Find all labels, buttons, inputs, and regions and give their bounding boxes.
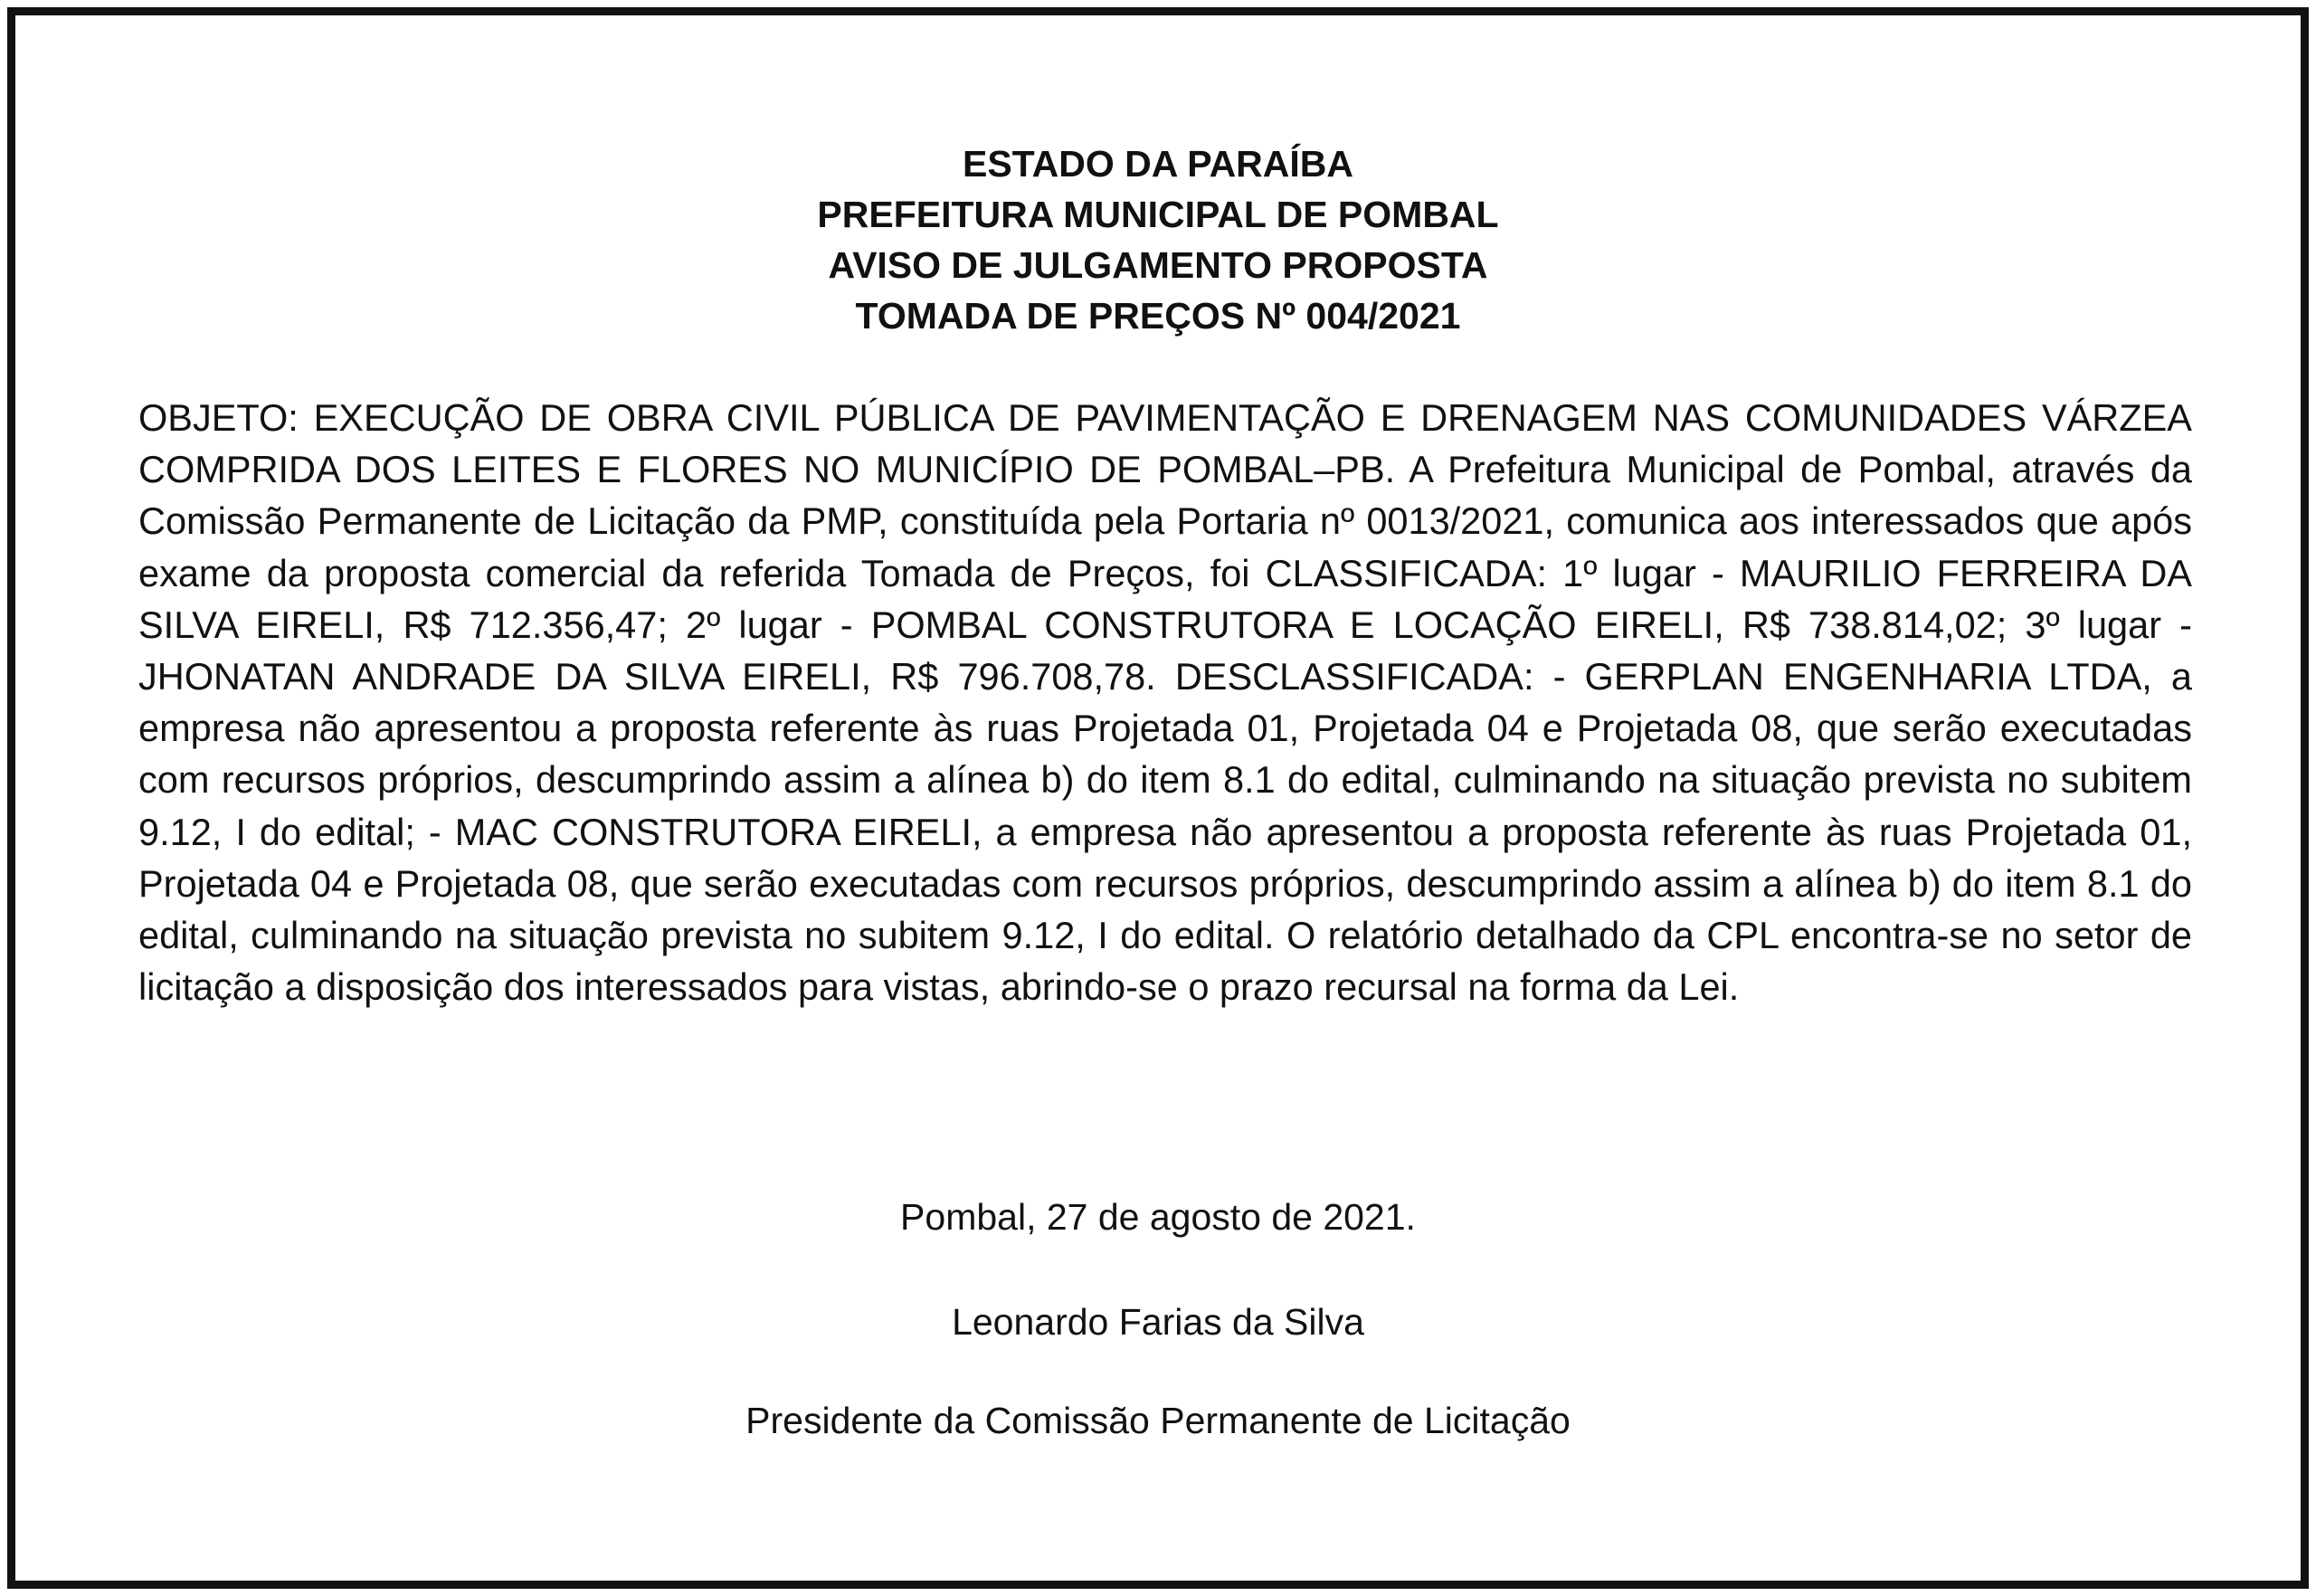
signer-name: Leonardo Farias da Silva bbox=[952, 1301, 1364, 1343]
notice-body: OBJETO: EXECUÇÃO DE OBRA CIVIL PÚBLICA DE PAVIMENTAÇÃO E DRENAGEM NAS COMUNIDADES VÁRZEA COMPRIDA DOS LEITES E FLORES NO MUNICÍPIO DE POMBAL–PB. A Prefeitura Municipal de Pombal, através da Comissão Permanente de Licitação da PMP, constituída pela Portaria nº 0013/2021, comunica aos interessados que após exame da proposta comercial da referida Tomada de Preços, foi CLASSIFICADA: 1º lugar - MAURILIO FERREIRA DA SILVA EIRELI, R$ 712.356,47; 2º lugar - POMBAL CONSTRUTORA E LOCAÇÃO EIRELI, R$ 738.814,02; 3º lugar - JHONATAN ANDRADE DA SILVA EIRELI, R$ 796.708,78. DESCLASSIFICADA: - GERPLAN ENGENHARIA LTDA, a empresa não apresentou a proposta referente às ruas Projetada 01, Projetada 04 e Projetada 08, que serão executadas com recursos próprios, descumprindo assim a alínea b) do item 8.1 do edital, culminando na situação prevista no subitem 9.12, I do edital; - MAC CONSTRUTORA EIRELI, a empresa não apresentou a proposta referente às ruas Projetada 01, Projetada 04 e Projetada 08, que serão executadas com recursos próprios, descumprindo assim a alínea b) do item 8.1 do edital, culminando na situação prevista no subitem 9.12, I do edital. O relatório detalhado da CPL encontra-se no setor de licitação a disposição dos interessados para vistas, abrindo-se o prazo recursal na forma da Lei. bbox=[138, 396, 2192, 1009]
notice-frame bbox=[7, 7, 2309, 1589]
notice-header bbox=[15, 138, 2301, 341]
header-state: ESTADO DA PARAÍBA bbox=[962, 143, 1354, 185]
header-notice-type: AVISO DE JULGAMENTO PROPOSTA bbox=[828, 244, 1488, 286]
signer-role: Presidente da Comissão Permanente de Licitação bbox=[745, 1400, 1571, 1441]
notice-date: Pombal, 27 de agosto de 2021. bbox=[900, 1196, 1416, 1238]
header-municipality: PREFEITURA MUNICIPAL DE POMBAL bbox=[817, 194, 1499, 235]
header-tender-number: TOMADA DE PREÇOS Nº 004/2021 bbox=[855, 295, 1461, 337]
